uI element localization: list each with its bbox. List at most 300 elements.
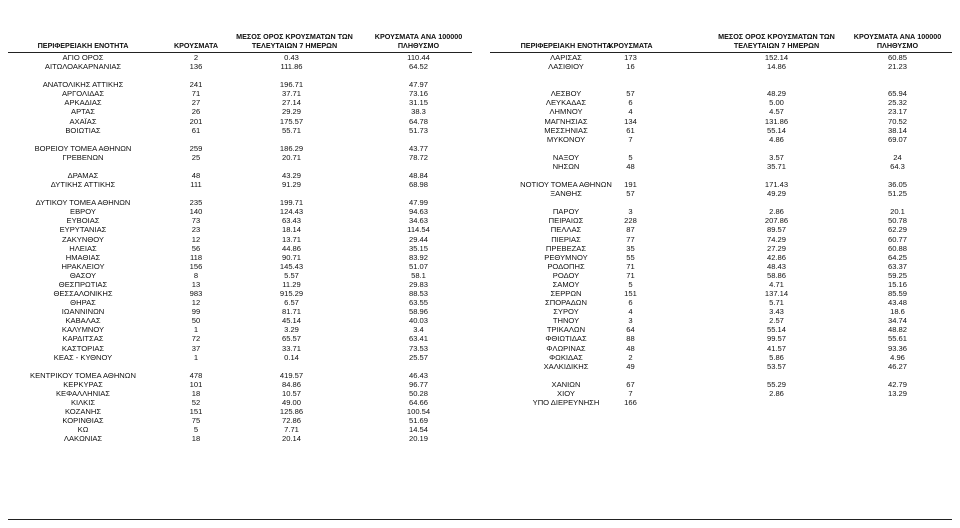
avg-value: 33.71 — [281, 343, 301, 353]
per-100k-value: 25.57 — [408, 352, 428, 362]
cases-value: 111 — [190, 180, 202, 190]
per-100k-value: 20.1 — [890, 207, 905, 217]
table-row — [8, 416, 472, 425]
avg-value: 27.14 — [281, 98, 301, 108]
cases-value: 2 — [628, 352, 633, 362]
per-100k-value: 69.07 — [887, 134, 907, 144]
avg-value: 49.00 — [281, 397, 301, 407]
per-100k-value: 110.44 — [407, 53, 430, 62]
table-row — [8, 135, 472, 144]
table-row — [490, 344, 952, 353]
avg-value: 37.71 — [281, 89, 301, 99]
per-100k-value: 63.55 — [408, 298, 428, 308]
region-name: ΣΕΡΡΩΝ — [550, 289, 582, 299]
region-name: ΦΛΩΡΙΝΑΣ — [546, 343, 586, 353]
region-name: ΛΑΡΙΣΑΣ — [550, 53, 582, 62]
table-row — [490, 298, 952, 307]
per-100k-value: 51.25 — [887, 189, 907, 199]
cases-value: 4 — [628, 107, 633, 117]
table-row — [490, 271, 952, 280]
region-name: ΧΑΛΚΙΔΙΚΗΣ — [543, 361, 589, 371]
avg-value: 20.14 — [281, 434, 301, 444]
region-name: ΚΑΡΔΙΤΣΑΣ — [62, 334, 104, 344]
table-row — [490, 253, 952, 262]
header-7day-average: ΜΕΣΟΣ ΟΡΟΣ ΚΡΟΥΣΜΑΤΩΝ ΤΩΝ ΤΕΛΕΥΤΑΙΩΝ 7 ΗΜΕΡΩΝ — [718, 32, 835, 50]
cases-value: 48 — [191, 171, 201, 181]
region-name: ΠΕΛΛΑΣ — [550, 225, 582, 235]
per-100k-value: 46.43 — [408, 370, 428, 380]
cases-value: 3 — [628, 207, 633, 217]
cases-value: 71 — [626, 270, 635, 280]
avg-value: 53.57 — [766, 361, 786, 371]
table-row — [8, 126, 472, 135]
per-100k-value: 114.54 — [407, 225, 430, 235]
table-row — [8, 353, 472, 362]
per-100k-value: 64.66 — [408, 397, 428, 407]
region-name: ΘΕΣΠΡΩΤΙΑΣ — [58, 279, 108, 289]
region-name: ΗΛΕΙΑΣ — [69, 243, 97, 253]
per-100k-value: 83.92 — [408, 252, 428, 262]
avg-value: 124.43 — [279, 207, 304, 217]
per-100k-value: 64.3 — [890, 161, 905, 171]
region-name: ΛΗΜΝΟΥ — [549, 107, 583, 117]
per-100k-value: 60.88 — [887, 243, 907, 253]
avg-value: 35.71 — [766, 161, 786, 171]
avg-value: 89.57 — [766, 225, 786, 235]
table-row — [490, 371, 952, 380]
per-100k-value: 59.25 — [887, 270, 907, 280]
avg-value: 0.14 — [284, 352, 299, 362]
table-row — [490, 262, 952, 271]
per-100k-value: 51.73 — [408, 125, 428, 135]
table-row — [490, 334, 952, 343]
region-name: ΣΑΜΟΥ — [552, 279, 580, 289]
region-name: ΘΑΣΟΥ — [69, 270, 97, 280]
cases-value: 61 — [626, 125, 635, 135]
region-name: ΧΙΟΥ — [557, 388, 575, 398]
region-name: ΖΑΚΥΝΘΟΥ — [62, 234, 104, 244]
region-name: ΝΗΣΩΝ — [552, 161, 580, 171]
per-100k-value: 73.53 — [408, 343, 428, 353]
avg-value: 63.43 — [281, 216, 301, 226]
avg-value: 41.57 — [766, 343, 786, 353]
region-name: ΧΑΝΙΩΝ — [551, 379, 581, 389]
cases-value: 201 — [189, 116, 203, 126]
per-100k-value: 51.07 — [408, 261, 428, 271]
per-100k-value: 42.79 — [887, 379, 907, 389]
table-row — [490, 53, 952, 62]
table-row — [490, 362, 952, 371]
cases-value: 16 — [626, 62, 635, 72]
avg-value: 55.29 — [766, 379, 786, 389]
per-100k-value: 34.74 — [887, 316, 907, 326]
per-100k-value: 35.15 — [408, 243, 428, 253]
table-row — [490, 153, 952, 162]
table-row — [490, 117, 952, 126]
avg-value: 0.43 — [284, 53, 299, 62]
region-name: ΛΑΚΩΝΙΑΣ — [63, 434, 103, 444]
table-row — [8, 380, 472, 389]
table-row — [490, 189, 952, 198]
table-row — [490, 216, 952, 225]
avg-value: 145.43 — [279, 261, 304, 271]
region-name: ΡΟΔΟΠΗΣ — [547, 261, 585, 271]
avg-value: 20.71 — [281, 152, 301, 162]
region-name: ΑΡΤΑΣ — [71, 107, 95, 117]
per-100k-value: 47.99 — [408, 198, 428, 208]
avg-value: 11.29 — [282, 279, 301, 289]
avg-value: 3.29 — [284, 325, 299, 335]
cases-value: 23 — [191, 225, 201, 235]
header-region: ΠΕΡΙΦΕΡΕΙΑΚΗ ΕΝΟΤΗΤΑ — [520, 40, 612, 50]
table-row — [490, 307, 952, 316]
table-row — [8, 117, 472, 126]
per-100k-value: 68.98 — [408, 180, 428, 190]
cases-value: 75 — [191, 416, 201, 426]
avg-value: 90.71 — [281, 252, 301, 262]
table-row — [490, 225, 952, 234]
cases-value: 173 — [624, 53, 637, 62]
cases-value: 57 — [626, 89, 635, 99]
table-row — [490, 235, 952, 244]
cases-value: 26 — [191, 107, 201, 117]
table-row — [490, 162, 952, 171]
avg-value: 10.57 — [281, 388, 301, 398]
region-name: ΒΟΡΕΙΟΥ ΤΟΜΕΑ ΑΘΗΝΩΝ — [34, 143, 132, 153]
per-100k-value: 60.77 — [887, 234, 907, 244]
table-row — [8, 80, 472, 89]
table-row — [8, 216, 472, 225]
table-row — [490, 135, 952, 144]
avg-value: 137.14 — [764, 289, 789, 299]
left-table-body — [8, 53, 472, 443]
region-name: ΔΥΤΙΚΟΥ ΤΟΜΕΑ ΑΘΗΝΩΝ — [35, 198, 131, 208]
per-100k-value: 43.48 — [887, 298, 907, 308]
avg-value: 6.57 — [284, 298, 299, 308]
avg-value: 131.86 — [764, 116, 789, 126]
avg-value: 74.29 — [766, 234, 786, 244]
header-7day-average: ΜΕΣΟΣ ΟΡΟΣ ΚΡΟΥΣΜΑΤΩΝ ΤΩΝ ΤΕΛΕΥΤΑΙΩΝ 7 ΗΜΕΡΩΝ — [236, 32, 353, 50]
table-row — [8, 153, 472, 162]
region-name: ΚΙΛΚΙΣ — [70, 397, 96, 407]
per-100k-value: 24 — [893, 152, 902, 162]
cases-value: 88 — [626, 334, 635, 344]
cases-value: 3 — [628, 316, 633, 326]
cases-value: 48 — [626, 161, 635, 171]
table-row — [8, 107, 472, 116]
table-row — [490, 126, 952, 135]
cases-value: 37 — [191, 343, 201, 353]
table-row — [8, 271, 472, 280]
cases-value: 56 — [191, 243, 201, 253]
cases-value: 6 — [628, 98, 633, 108]
table-row — [8, 189, 472, 198]
cases-value: 67 — [626, 379, 635, 389]
avg-value: 3.43 — [769, 307, 784, 317]
table-row — [490, 289, 952, 298]
table-row — [8, 253, 472, 262]
cases-value: 48 — [626, 343, 635, 353]
per-100k-value: 20.19 — [408, 434, 428, 444]
cases-value: 71 — [626, 261, 635, 271]
region-name: ΚΟΖΑΝΗΣ — [64, 407, 102, 417]
region-name: ΡΟΔΟΥ — [552, 270, 580, 280]
per-100k-value: 64.25 — [887, 252, 907, 262]
region-name: ΜΑΓΝΗΣΙΑΣ — [544, 116, 588, 126]
table-row — [490, 144, 952, 153]
per-100k-value: 85.59 — [887, 289, 907, 299]
per-100k-value: 93.36 — [887, 343, 907, 353]
cases-value: 136 — [189, 62, 203, 72]
region-name: ΠΕΙΡΑΙΩΣ — [548, 216, 584, 226]
avg-value: 2.57 — [769, 316, 784, 326]
region-name: ΚΑΒΑΛΑΣ — [65, 316, 101, 326]
cases-value: 259 — [189, 143, 203, 153]
region-name: ΑΧΑΪΑΣ — [69, 116, 97, 126]
cases-value: 5 — [193, 425, 199, 435]
avg-value: 2.86 — [769, 207, 784, 217]
per-100k-value: 47.97 — [408, 80, 428, 90]
cases-value: 156 — [189, 261, 203, 271]
avg-value: 7.71 — [284, 425, 299, 435]
avg-value: 186.29 — [279, 143, 304, 153]
cases-value: 134 — [624, 116, 637, 126]
table-row — [490, 98, 952, 107]
avg-value: 13.71 — [281, 234, 301, 244]
cases-value: 61 — [191, 125, 201, 135]
cases-value: 71 — [191, 89, 201, 99]
table-row — [8, 425, 472, 434]
region-name: ΑΓΙΟ ΟΡΟΣ — [62, 53, 104, 62]
per-100k-value: 13.29 — [887, 388, 907, 398]
avg-value: 5.86 — [769, 352, 784, 362]
per-100k-value: 73.16 — [408, 89, 428, 99]
region-name: ΣΠΟΡΑΔΩΝ — [545, 298, 587, 308]
table-row — [490, 62, 952, 71]
cases-value: 18 — [191, 388, 201, 398]
avg-value: 5.57 — [284, 270, 299, 280]
cases-value: 2 — [193, 53, 199, 62]
avg-value: 58.86 — [766, 270, 786, 280]
avg-value: 171.43 — [764, 180, 789, 190]
cases-value: 4 — [628, 307, 633, 317]
region-name: ΚΑΣΤΟΡΙΑΣ — [61, 343, 105, 353]
table-row — [8, 262, 472, 271]
region-name: ΦΩΚΙΔΑΣ — [549, 352, 583, 362]
region-name: ΚΑΛΥΜΝΟΥ — [61, 325, 105, 335]
region-name: ΦΘΙΩΤΙΔΑΣ — [545, 334, 587, 344]
right-table-header — [490, 30, 952, 53]
table-row — [8, 225, 472, 234]
region-name: ΗΡΑΚΛΕΙΟΥ — [61, 261, 105, 271]
avg-value: 44.86 — [281, 243, 301, 253]
per-100k-value: 48.84 — [408, 171, 428, 181]
cases-value: 99 — [191, 307, 201, 317]
table-row — [8, 298, 472, 307]
table-row — [8, 53, 472, 62]
per-100k-value: 58.96 — [408, 307, 428, 317]
per-100k-value: 88.53 — [408, 289, 428, 299]
per-100k-value: 60.85 — [887, 53, 907, 62]
header-region: ΠΕΡΙΦΕΡΕΙΑΚΗ ΕΝΟΤΗΤΑ — [37, 40, 129, 50]
table-row — [8, 371, 472, 380]
region-name: ΓΡΕΒΕΝΩΝ — [62, 152, 104, 162]
per-100k-value: 46.27 — [887, 361, 907, 371]
cases-value: 151 — [624, 289, 637, 299]
region-name: ΑΡΓΟΛΙΔΑΣ — [61, 89, 105, 99]
region-name: ΕΒΡΟΥ — [70, 207, 96, 217]
avg-value: 915.29 — [279, 289, 304, 299]
cases-value: 166 — [624, 397, 637, 407]
header-cases: ΚΡΟΥΣΜΑΤΑ — [608, 40, 653, 50]
avg-value: 43.29 — [281, 171, 301, 181]
avg-value: 4.86 — [769, 134, 784, 144]
table-row — [8, 180, 472, 189]
table-row — [8, 389, 472, 398]
header-cases-per-100k: ΚΡΟΥΣΜΑΤΑ ΑΝΑ 100000 ΠΛΗΘΥΣΜΟ — [853, 32, 942, 50]
avg-value: 99.57 — [766, 334, 786, 344]
cases-value: 7 — [628, 388, 633, 398]
per-100k-value: 21.23 — [887, 62, 907, 72]
per-100k-value: 38.14 — [887, 125, 907, 135]
region-name: ΠΡΕΒΕΖΑΣ — [545, 243, 587, 253]
region-name: ΤΡΙΚΑΛΩΝ — [546, 325, 586, 335]
right-table-body — [490, 53, 952, 407]
cases-value: 13 — [191, 279, 201, 289]
table-row — [8, 162, 472, 171]
avg-value: 48.29 — [766, 89, 786, 99]
cases-value: 235 — [189, 198, 203, 208]
table-row — [490, 89, 952, 98]
per-100k-value: 4.96 — [890, 352, 905, 362]
table-row — [490, 171, 952, 180]
per-100k-value: 18.6 — [890, 307, 905, 317]
region-name: ΚΕΦΑΛΛΗΝΙΑΣ — [55, 388, 111, 398]
table-row — [8, 198, 472, 207]
cases-value: 1 — [193, 352, 199, 362]
table-row — [490, 389, 952, 398]
table-row — [8, 307, 472, 316]
per-100k-value: 100.54 — [406, 407, 431, 417]
cases-value: 49 — [626, 361, 635, 371]
avg-value: 2.86 — [769, 388, 784, 398]
cases-value: 35 — [626, 243, 635, 253]
table-row — [490, 80, 952, 89]
region-name: ΠΙΕΡΙΑΣ — [551, 234, 581, 244]
region-name: ΝΟΤΙΟΥ ΤΟΜΕΑ ΑΘΗΝΩΝ — [520, 180, 612, 190]
region-name: ΕΥΒΟΙΑΣ — [66, 216, 100, 226]
cases-value: 73 — [191, 216, 201, 226]
table-row — [490, 207, 952, 216]
left-table-header — [8, 30, 472, 53]
per-100k-value: 62.29 — [887, 225, 907, 235]
region-name: ΣΥΡΟΥ — [553, 307, 579, 317]
per-100k-value: 14.54 — [408, 425, 428, 435]
region-name: ΜΥΚΟΝΟΥ — [546, 134, 586, 144]
header-cases-per-100k: ΚΡΟΥΣΜΑΤΑ ΑΝΑ 100000 ΠΛΗΘΥΣΜΟ — [374, 32, 463, 50]
avg-value: 48.43 — [766, 261, 786, 271]
per-100k-value: 58.1 — [411, 270, 426, 280]
table-row — [490, 107, 952, 116]
per-100k-value: 78.72 — [408, 152, 428, 162]
region-name: ΘΕΣΣΑΛΟΝΙΚΗΣ — [53, 289, 113, 299]
avg-value: 4.57 — [769, 107, 784, 117]
region-name: ΔΥΤΙΚΗΣ ΑΤΤΙΚΗΣ — [50, 180, 116, 190]
per-100k-value: 50.78 — [887, 216, 907, 226]
region-name: ΜΕΣΣΗΝΙΑΣ — [544, 125, 588, 135]
avg-value: 207.86 — [764, 216, 789, 226]
table-row — [8, 207, 472, 216]
cases-value: 57 — [626, 189, 635, 199]
cases-value: 25 — [191, 152, 201, 162]
per-100k-value: 25.32 — [887, 98, 907, 108]
per-100k-value: 29.44 — [408, 234, 428, 244]
cases-value: 27 — [191, 98, 201, 108]
cases-value: 72 — [191, 334, 201, 344]
cases-value: 191 — [624, 180, 637, 190]
cases-value: 77 — [626, 234, 635, 244]
region-name: ΚΕΝΤΡΙΚΟΥ ΤΟΜΕΑ ΑΘΗΝΩΝ — [30, 370, 136, 380]
per-100k-value: 55.61 — [887, 334, 907, 344]
avg-value: 18.14 — [281, 225, 301, 235]
avg-value: 55.14 — [766, 325, 786, 335]
cases-value: 5 — [628, 152, 633, 162]
region-name: ΗΜΑΘΙΑΣ — [65, 252, 101, 262]
cases-value: 8 — [193, 270, 199, 280]
cases-value: 55 — [626, 252, 635, 262]
per-100k-value: 31.15 — [408, 98, 428, 108]
region-name: ΤΗΝΟΥ — [552, 316, 580, 326]
cases-value: 64 — [626, 325, 635, 335]
table-row — [8, 171, 472, 180]
table-row — [490, 380, 952, 389]
region-name: ΑΡΚΑΔΙΑΣ — [64, 98, 102, 108]
avg-value: 14.86 — [766, 62, 786, 72]
avg-value: 45.14 — [281, 316, 301, 326]
region-name: ΒΟΙΩΤΙΑΣ — [65, 125, 101, 135]
region-name: ΥΠΟ ΔΙΕΡΕΥΝΗΣΗ — [532, 397, 600, 407]
region-name: ΚΩ — [77, 425, 89, 435]
region-name: ΙΩΑΝΝΙΝΩΝ — [61, 307, 105, 317]
avg-value: 65.57 — [281, 334, 301, 344]
cases-value: 52 — [191, 397, 201, 407]
avg-value: 84.86 — [281, 379, 301, 389]
table-row — [8, 289, 472, 298]
cases-value: 6 — [628, 298, 633, 308]
per-100k-value: 96.77 — [408, 379, 428, 389]
region-name: ΚΕΑΣ - ΚΥΘΝΟΥ — [53, 352, 113, 362]
cases-value: 87 — [626, 225, 635, 235]
table-row — [490, 353, 952, 362]
per-100k-value: 29.83 — [408, 279, 428, 289]
avg-value: 42.86 — [766, 252, 786, 262]
cases-value: 151 — [189, 407, 203, 417]
cases-value: 228 — [624, 216, 637, 226]
region-name: ΚΟΡΙΝΘΙΑΣ — [62, 416, 104, 426]
per-100k-value: 51.69 — [408, 416, 428, 426]
cases-value: 50 — [191, 316, 201, 326]
table-row — [490, 180, 952, 189]
per-100k-value: 36.05 — [887, 180, 907, 190]
region-name: ΕΥΡΥΤΑΝΙΑΣ — [59, 225, 107, 235]
left-table — [8, 30, 472, 443]
table-row — [8, 71, 472, 80]
avg-value: 91.29 — [281, 180, 301, 190]
region-name: ΔΡΑΜΑΣ — [67, 171, 99, 181]
cases-value: 478 — [189, 370, 203, 380]
avg-value: 81.71 — [281, 307, 301, 317]
avg-value: 125.86 — [279, 407, 304, 417]
